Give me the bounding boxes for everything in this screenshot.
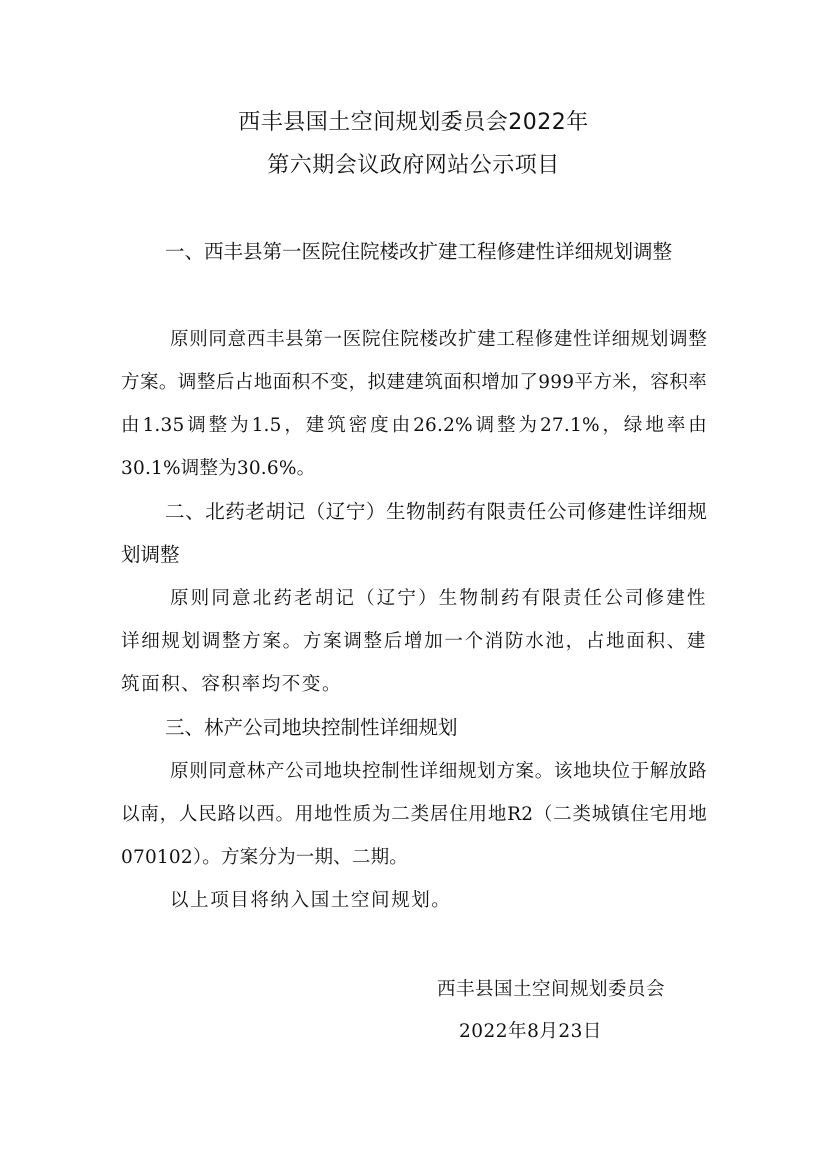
section-2-body: 原则同意北药老胡记（辽宁）生物制药有限责任公司修建性详细规划调整方案。方案调整后增加一个消防水池，占地面积、建筑面积、容积率均不变。 bbox=[121, 588, 707, 695]
document-title-line-2: 第六期会议政府网站公示项目 bbox=[267, 153, 560, 178]
closing-statement: 以上项目将纳入国土空间规划。 bbox=[170, 890, 452, 911]
section-1-heading: 一、西丰县第一医院住院楼改扩建工程修建性详细规划调整 bbox=[165, 240, 673, 263]
section-3-heading: 三、林产公司地块控制性详细规划 bbox=[165, 716, 458, 739]
signature-organization: 西丰县国土空间规划委员会 bbox=[437, 979, 666, 1000]
signature-date: 2022年8月23日 bbox=[459, 1021, 602, 1042]
section-2-heading: 二、北药老胡记（辽宁）生物制药有限责任公司修建性详细规划调整 bbox=[121, 500, 707, 566]
section-3-body: 原则同意林产公司地块控制性详细规划方案。该地块位于解放路以南，人民路以西。用地性质为二类居住用地R2（二类城镇住宅用地070102）。方案分为一期、二期。 bbox=[121, 761, 707, 868]
section-1-body: 原则同意西丰县第一医院住院楼改扩建工程修建性详细规划调整方案。调整后占地面积不变，拟建建筑面积增加了999平方米，容积率由1.35调整为1.5，建筑密度由26.2%调整为27.1%，绿地率由30.1%调整为30.6%。 bbox=[121, 329, 707, 479]
document-title-line-1: 西丰县国土空间规划委员会2022年 bbox=[238, 110, 589, 135]
